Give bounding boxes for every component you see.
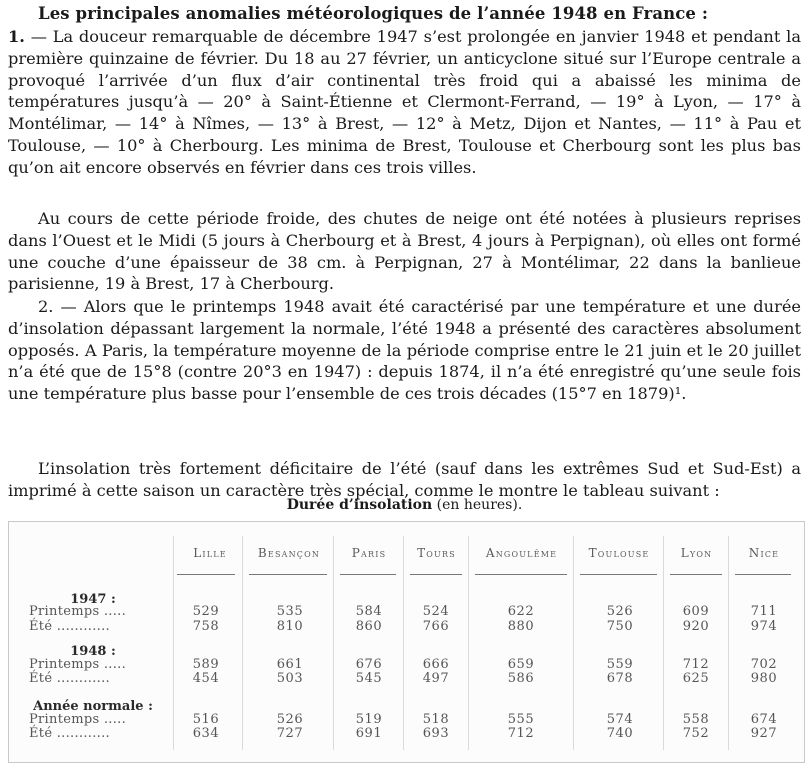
- table-cell: 750: [606, 619, 634, 634]
- column-header: Lyon: [680, 546, 713, 560]
- section-number-1: 1.: [8, 27, 25, 46]
- table-cell: 659: [507, 657, 535, 672]
- page-title: Les principales anomalies météorologiques de l’année 1948 en France :: [38, 4, 709, 23]
- table-cell: 545: [355, 671, 383, 686]
- group-label-1947: 1947 :: [70, 592, 116, 607]
- table-cell: 584: [355, 604, 383, 619]
- paragraph-3: [8, 296, 801, 405]
- group-label-1948: 1948 :: [70, 644, 116, 659]
- table-cell: 666: [422, 657, 450, 672]
- table-caption: [0, 497, 809, 513]
- row-label: Printemps .....: [29, 712, 127, 727]
- paragraph-1-text: — La douceur remarquable de décembre 1947 s’est prolongée en janvier 1948 et pendant la première quinzaine de février. Du 18 au 27 février, un anticyclone situé sur l’Europe centrale a provoqué l’arrivée d’un flux d’air continental très froid qui a abaissé les minima de températures jusqu’à — 20° à Saint-Étienne et Clermont-Ferrand, — 19° à Lyon, — 17° à Montélimar, — 14° à Nîmes, — 13° à Brest, — 12° à Metz, Dijon et Nantes, — 11° à Pau et Toulouse, — 10° à Cherbourg. Les minima de Brest, Toulouse et Cherbourg sont les plus bas qu’on ait encore observés en février dans ces trois villes.: [8, 27, 801, 177]
- column-divider: [333, 536, 334, 750]
- column-header: Lille: [193, 546, 227, 560]
- table-cell: 712: [682, 657, 710, 672]
- table-cell: 503: [276, 671, 304, 686]
- header-underline: [580, 574, 657, 575]
- header-underline: [249, 574, 327, 575]
- table-cell: 810: [276, 619, 304, 634]
- table-cell: 634: [192, 726, 220, 741]
- column-divider: [173, 536, 174, 750]
- sunshine-table: [8, 521, 805, 763]
- header-underline: [410, 574, 462, 575]
- table-cell: 691: [355, 726, 383, 741]
- table-cell: 980: [750, 671, 778, 686]
- table-cell: 622: [507, 604, 535, 619]
- row-label: Été ............: [29, 619, 110, 634]
- table-cell: 740: [606, 726, 634, 741]
- table-cell: 920: [682, 619, 710, 634]
- column-header: Tours: [417, 546, 456, 560]
- table-cell: 609: [682, 604, 710, 619]
- section-number-2: 2.: [38, 297, 54, 316]
- column-divider: [403, 536, 404, 750]
- table-cell: 752: [682, 726, 710, 741]
- table-cell: 674: [750, 712, 778, 727]
- row-label: Été ............: [29, 726, 110, 741]
- table-cell: 535: [276, 604, 304, 619]
- paragraph-4: [8, 458, 801, 502]
- header-underline: [177, 574, 235, 575]
- group-label-normal: Année normale :: [33, 699, 153, 714]
- table-cell: 693: [422, 726, 450, 741]
- table-cell: 519: [355, 712, 383, 727]
- table-cell: 526: [276, 712, 304, 727]
- row-label: Printemps .....: [29, 657, 127, 672]
- table-cell: 678: [606, 671, 634, 686]
- paragraph-3-text: — Alors que le printemps 1948 avait été caractérisé par une température et une durée d’insolation dépassant largement la normale, l’été 1948 a présenté des caractères absolument opposés. A Paris, la température moyenne de la période comprise entre le 21 juin et le 20 juillet n’a été que de 15°8 (contre 20°3 en 1947) : depuis 1874, il n’a été enregistré qu’une seule fois une température plus basse pour l’ensemble de ces trois décades (15°7 en 1879)¹.: [8, 297, 801, 404]
- table-cell: 880: [507, 619, 535, 634]
- column-divider: [728, 536, 729, 750]
- table-cell: 758: [192, 619, 220, 634]
- row-label: Été ............: [29, 671, 110, 686]
- table-cell: 676: [355, 657, 383, 672]
- header-underline: [735, 574, 791, 575]
- table-cell: 766: [422, 619, 450, 634]
- table-cell: 702: [750, 657, 778, 672]
- table-cell: 516: [192, 712, 220, 727]
- paragraph-2: [8, 208, 801, 295]
- table-cell: 497: [422, 671, 450, 686]
- column-header: Nice: [748, 546, 780, 560]
- table-cell: 625: [682, 671, 710, 686]
- table-cell: 860: [355, 619, 383, 634]
- column-header: Paris: [351, 546, 387, 560]
- table-caption-title: Durée d’insolation: [286, 497, 433, 513]
- paragraph-4-text: L’insolation très fortement déficitaire de l’été (sauf dans les extrêmes Sud et Sud-Est) a imprimé à cette saison un caractère très spécial, comme le montre le tableau suivant :: [8, 459, 801, 500]
- header-underline: [670, 574, 722, 575]
- paragraph-2-text: Au cours de cette période froide, des chutes de neige ont été notées à plusieurs reprises dans l’Ouest et le Midi (5 jours à Cherbourg et à Brest, 4 jours à Perpignan), où elles ont formé une couche d’une épaisseur de 38 cm. à Perpignan, 27 à Montélimar, 22 dans la banlieue parisienne, 19 à Brest, 17 à Cherbourg.: [8, 209, 801, 294]
- column-divider: [468, 536, 469, 750]
- table-cell: 574: [606, 712, 634, 727]
- column-divider: [663, 536, 664, 750]
- table-cell: 518: [422, 712, 450, 727]
- column-header: Toulouse: [588, 546, 650, 560]
- table-cell: 524: [422, 604, 450, 619]
- table-cell: 555: [507, 712, 535, 727]
- table-cell: 727: [276, 726, 304, 741]
- table-cell: 974: [750, 619, 778, 634]
- table-cell: 711: [750, 604, 778, 619]
- column-divider: [242, 536, 243, 750]
- header-underline: [340, 574, 396, 575]
- table-cell: 454: [192, 671, 220, 686]
- table-cell: 661: [276, 657, 304, 672]
- table-cell: 927: [750, 726, 778, 741]
- column-divider: [573, 536, 574, 750]
- table-cell: 712: [507, 726, 535, 741]
- table-cell: 586: [507, 671, 535, 686]
- table-cell: 589: [192, 657, 220, 672]
- header-underline: [475, 574, 567, 575]
- row-label: Printemps .....: [29, 604, 127, 619]
- table-cell: 558: [682, 712, 710, 727]
- table-caption-unit: (en heures).: [436, 497, 523, 513]
- column-header: Angoulême: [485, 546, 558, 560]
- table-cell: 529: [192, 604, 220, 619]
- paragraph-1: [8, 26, 801, 179]
- column-header: Besançon: [257, 546, 321, 560]
- table-cell: 559: [606, 657, 634, 672]
- table-cell: 526: [606, 604, 634, 619]
